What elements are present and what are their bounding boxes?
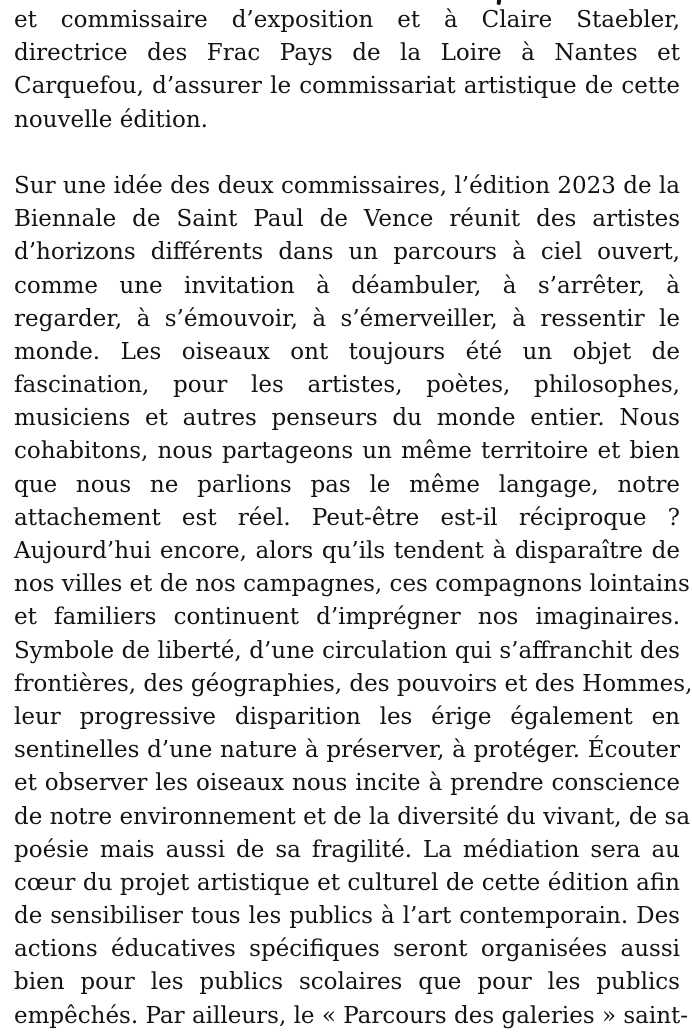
text-line: Aujourd’hui encore, alors qu’ils tendent à disparaître de	[14, 538, 680, 564]
text-line: bien pour les publics scolaires que pour les publics	[14, 969, 680, 996]
text-line: actions éducatives spécifiques seront organisées aussi	[14, 936, 680, 963]
text-line: de notre environnement et de la diversité du vivant, de sa	[14, 803, 691, 830]
text-line: poésie mais aussi de sa fragilité. La médiation sera au	[14, 836, 680, 863]
text-line: que nous ne parlions pas le même langage, notre	[14, 471, 680, 498]
text-body	[14, 4, 692, 1033]
text-line: Sur une idée des deux commissaires, l’édition 2023 de la	[14, 172, 680, 199]
paragraph-commissaires	[14, 4, 680, 137]
text-line: monde. Les oiseaux ont toujours été un objet de	[14, 338, 680, 365]
text-line: attachement est réel. Peut-être est-il réciproque ?	[14, 504, 680, 531]
text-line: nouvelle édition.	[14, 106, 208, 133]
text-line: et familiers continuent d’imprégner nos imaginaires.	[14, 604, 680, 631]
text-line: et commissaire d’exposition et à Claire Staebler,	[14, 7, 680, 33]
text-line: regarder, à s’émouvoir, à s’émerveiller, à ressentir le	[14, 305, 680, 332]
text-line: directrice des Frac Pays de la Loire à Nantes et	[14, 40, 680, 67]
text-line: comme une invitation à déambuler, à s’arrêter, à	[14, 272, 680, 299]
text-line: Biennale de Saint Paul de Vence réunit des artistes	[14, 206, 680, 233]
text-line: Carquefou, d’assurer le commissariat artistique de cette	[14, 73, 680, 100]
text-line: et observer les oiseaux nous incite à prendre conscience	[14, 770, 680, 797]
text-line: de sensibiliser tous les publics à l’art contemporain. Des	[14, 903, 680, 930]
text-line: frontières, des géographies, des pouvoirs et des Hommes,	[14, 670, 692, 697]
text-line: empêchés. Par ailleurs, le « Parcours des galeries » saint-	[14, 1002, 689, 1029]
text-line: fascination, pour les artistes, poètes, philosophes,	[14, 372, 680, 399]
text-line: sentinelles d’une nature à préserver, à protéger. Écouter	[14, 737, 680, 764]
text-line: d’horizons différents dans un parcours à ciel ouvert,	[14, 239, 680, 266]
text-line: cœur du projet artistique et culturel de cette édition afin	[14, 869, 680, 896]
text-line: nos villes et de nos campagnes, ces compagnons lointains	[14, 571, 690, 598]
text-line: leur progressive disparition les érige également en	[14, 703, 680, 730]
text-line: musiciens et autres penseurs du monde entier. Nous	[14, 405, 680, 432]
text-line: Symbole de liberté, d’une circulation qui s’affranchit des	[14, 637, 680, 664]
text-line: cohabitons, nous partageons un même territoire et bien	[14, 438, 680, 465]
paragraph-edition-2023	[14, 170, 692, 1033]
